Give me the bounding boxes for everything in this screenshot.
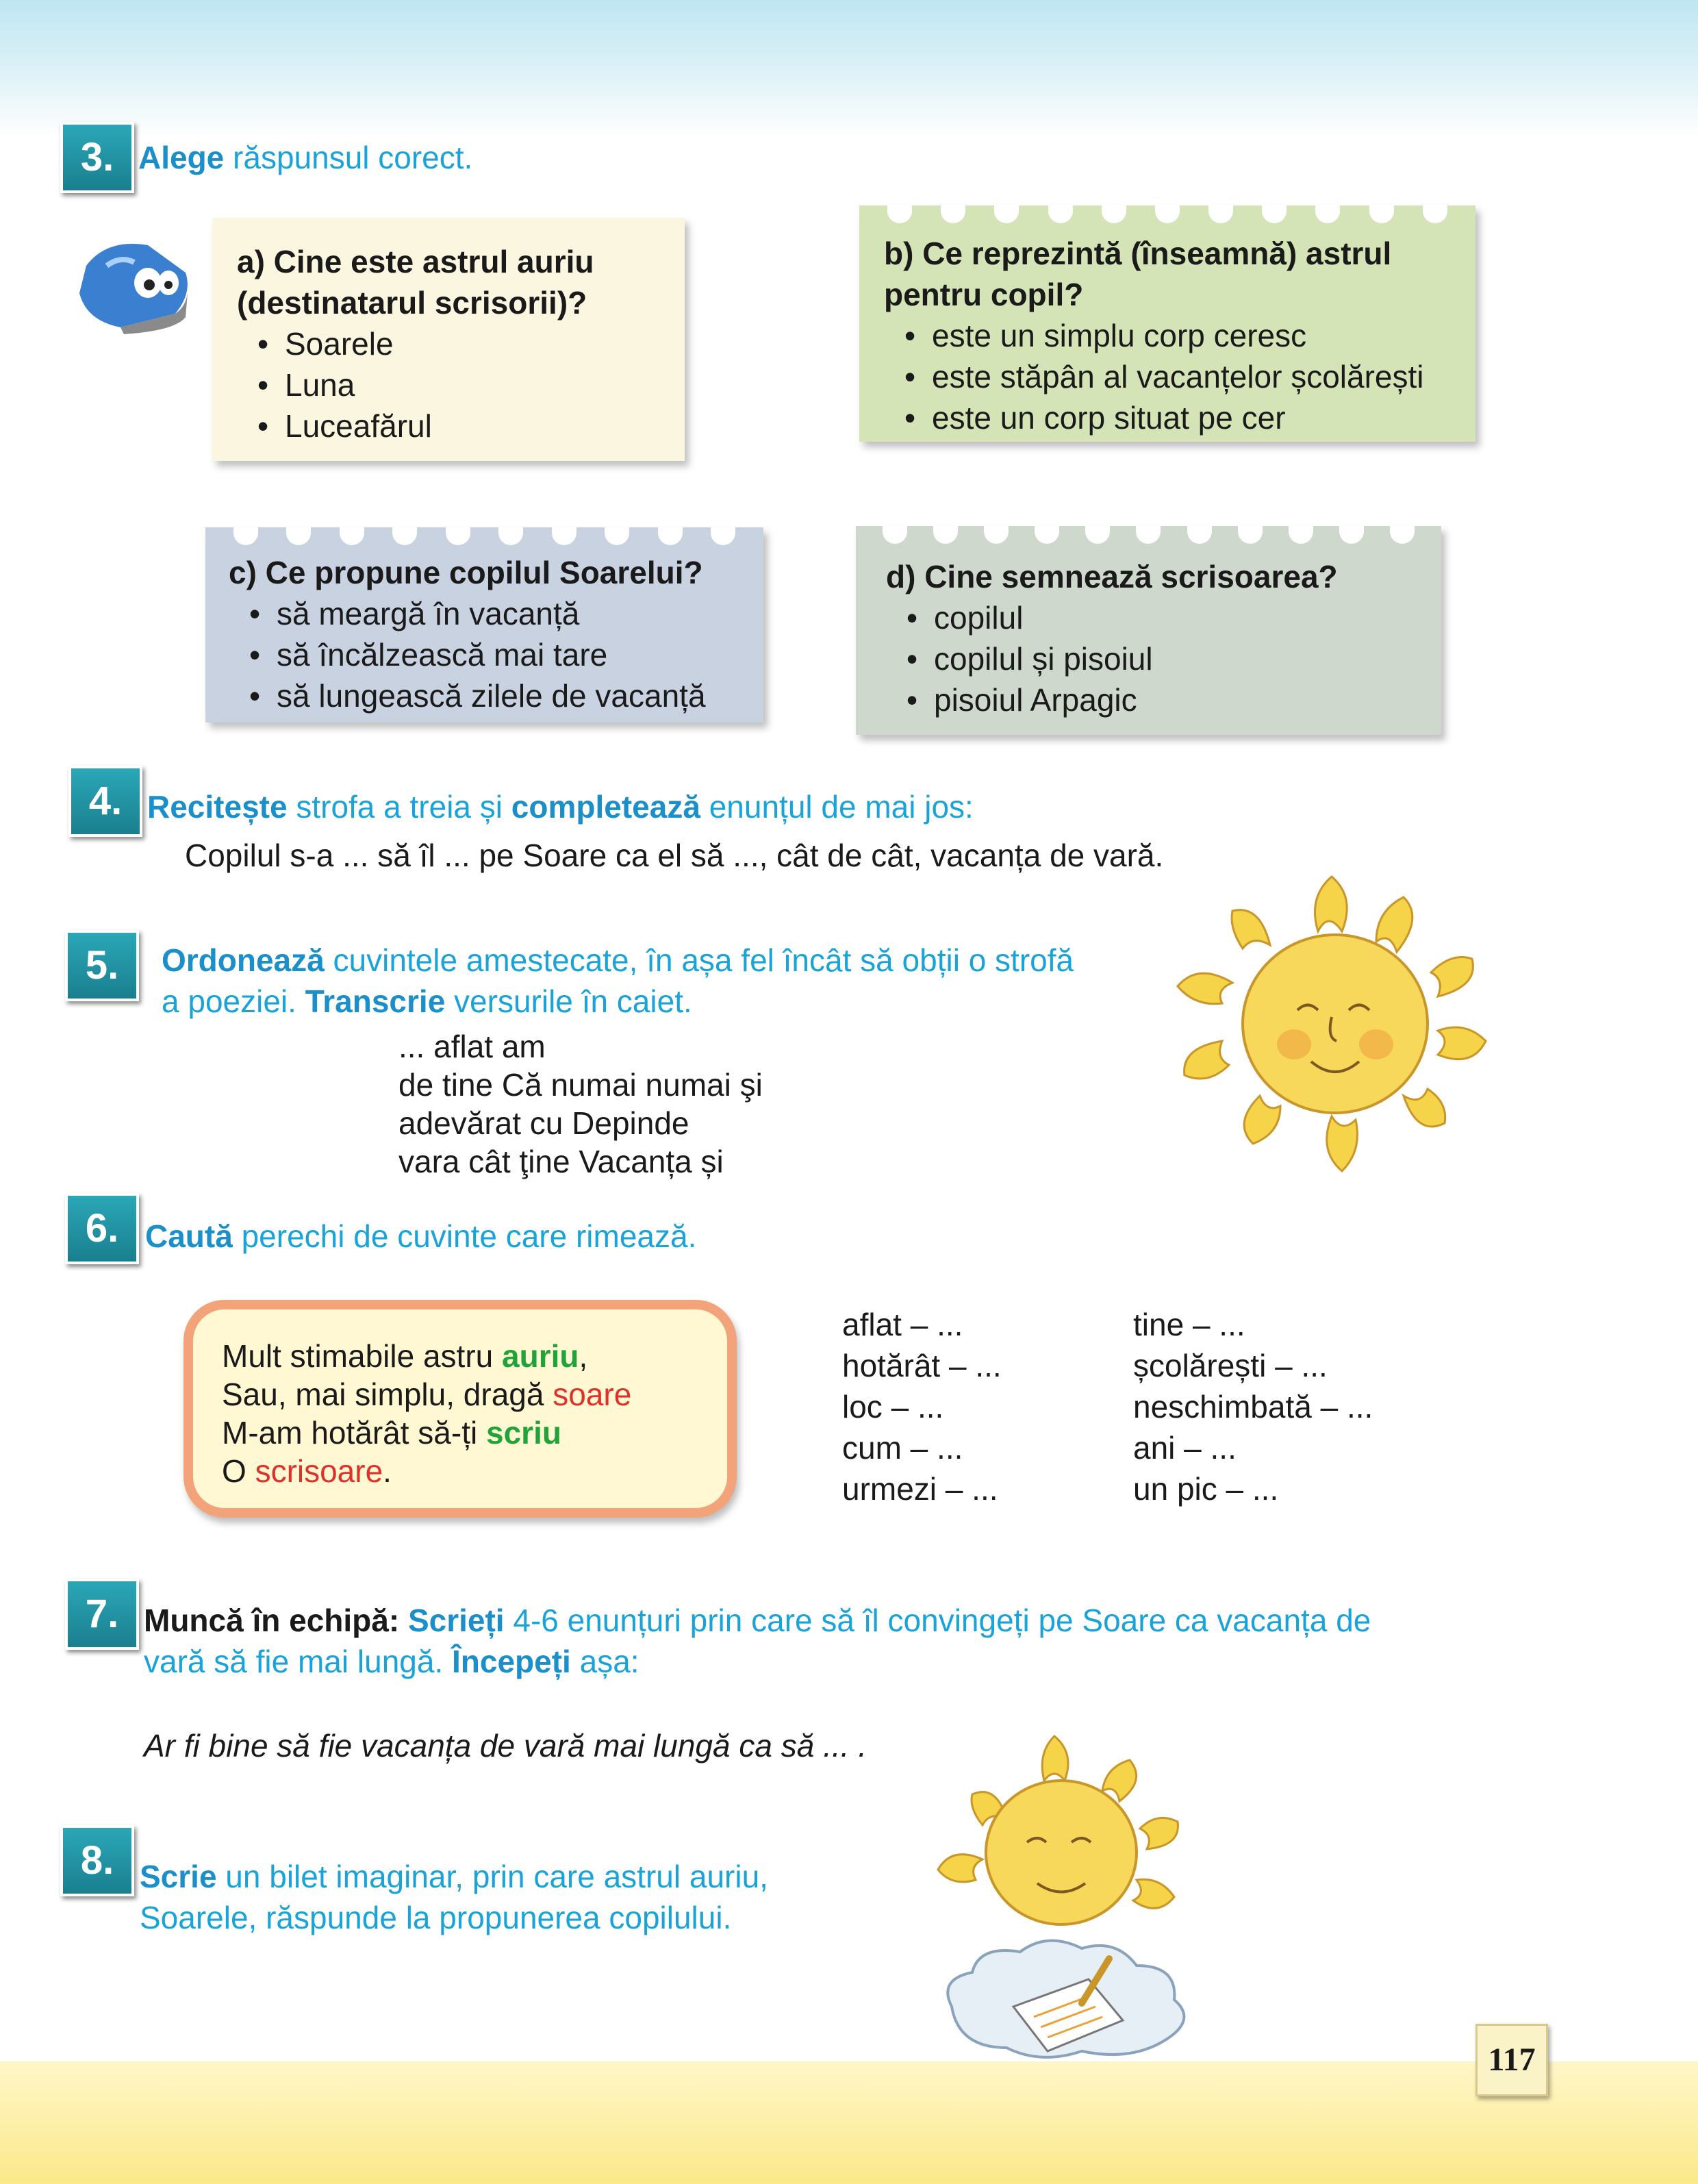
task-7-instruction: Muncă în echipă: Scrieți 4-6 enunțuri prin care să îl convingeți pe Soare ca vacanța de vară să fie mai lungă. Începeți așa: <box>144 1603 1371 1679</box>
card-c-title: c) Ce propune copilul Soarelui? <box>229 555 703 590</box>
rhyme-item: loc – ... <box>842 1389 944 1424</box>
poem-line: O scrisoare. <box>222 1453 392 1489</box>
question-card-c <box>205 527 763 723</box>
card-d-option: • pisoiul Arpagic <box>886 679 1434 720</box>
rhyme-item: neschimbată – ... <box>1133 1389 1373 1424</box>
card-a-title: a) Cine este astrul auriu (destinatarul scrisorii)? <box>237 244 594 321</box>
card-b-option: • este stăpân al vacanțelor școlărești <box>884 356 1466 397</box>
rhyme-item: urmezi – ... <box>842 1471 998 1507</box>
question-card-a <box>212 218 685 461</box>
scrambled-lines <box>398 1027 763 1181</box>
task-3-verb: Alege <box>138 140 225 175</box>
task-5-instruction: Ordonează cuvintele amestecate, în așa fel încât să obții o strofă a poeziei. Transcrie versurile în caiet. <box>162 942 1074 1019</box>
task-4-number: 4. <box>68 766 142 837</box>
scrambled-line: ... aflat am <box>398 1029 546 1064</box>
card-c-holes <box>219 527 750 548</box>
rhyme-column-2 <box>1133 1304 1373 1509</box>
card-d-option: • copilul <box>886 597 1434 638</box>
card-a-option: • Soarele <box>237 323 675 364</box>
card-b-title: b) Ce reprezintă (înseamnă) astrul pentru copil? <box>884 236 1392 312</box>
card-d-option: • copilul și pisoiul <box>886 638 1434 679</box>
scrambled-line: vara cât ţine Vacanța și <box>398 1144 724 1179</box>
card-c-option: • să meargă în vacanță <box>229 593 756 634</box>
rhyme-column-1 <box>842 1304 1002 1509</box>
poem-line: Sau, mai simplu, dragă soare <box>222 1377 632 1412</box>
sun-writing-on-cloud-illustration <box>911 1733 1239 2068</box>
task-7-number: 7. <box>65 1579 139 1650</box>
rhyme-item: tine – ... <box>1133 1307 1245 1342</box>
task-7-example: Ar fi bine să fie vacanța de vară mai lungă ca să ... . <box>144 1728 867 1763</box>
task-8-number: 8. <box>60 1825 134 1896</box>
rhyme-item: cum – ... <box>842 1430 963 1466</box>
task-6-number: 6. <box>65 1193 139 1264</box>
rhyme-item: ani – ... <box>1133 1430 1237 1466</box>
task-4-instruction: Recitește strofa a treia și completează enunțul de mai jos: <box>147 789 974 825</box>
card-d-holes <box>870 526 1428 547</box>
card-c-option: • să lungească zilele de vacanță <box>229 675 756 716</box>
eraser-mascot-icon <box>66 225 196 334</box>
bottom-decorative-band <box>0 2061 1698 2184</box>
card-a-option: • Luceafărul <box>237 405 675 447</box>
top-decorative-band <box>0 0 1698 137</box>
card-a-option: • Luna <box>237 364 675 405</box>
rhyme-item: un pic – ... <box>1133 1471 1279 1507</box>
card-c-option: • să încălzească mai tare <box>229 634 756 675</box>
rhyme-item: hotărât – ... <box>842 1348 1002 1383</box>
rhyme-item: școlărești – ... <box>1133 1348 1328 1383</box>
smiling-sun-illustration <box>1157 870 1513 1178</box>
poem-line: Mult stimabile astru auriu, <box>222 1338 588 1374</box>
rhyme-item: aflat – ... <box>842 1307 963 1342</box>
task-6-instruction: Caută perechi de cuvinte care rimează. <box>145 1218 697 1254</box>
card-b-option: • este un corp situat pe cer <box>884 397 1466 438</box>
card-b-holes <box>873 205 1462 226</box>
question-card-d <box>856 526 1441 735</box>
task-5-number: 5. <box>65 930 139 1001</box>
card-d-title: d) Cine semnează scrisoarea? <box>886 559 1338 594</box>
page-number: 117 <box>1475 2024 1548 2096</box>
task-3-instruction: Alege răspunsul corect. <box>138 140 473 175</box>
card-b-option: • este un simplu corp ceresc <box>884 315 1466 356</box>
poem-line: M-am hotărât să-ți scriu <box>222 1415 561 1451</box>
poem-excerpt-box <box>183 1300 737 1518</box>
task-3-number: 3. <box>60 122 134 193</box>
scrambled-line: de tine Că numai numai şi <box>398 1067 763 1103</box>
task-4-sentence: Copilul s-a ... să îl ... pe Soare ca el să ..., cât de cât, vacanța de vară. <box>185 838 1164 873</box>
task-8-instruction: Scrie un bilet imaginar, prin care astrul auriu, Soarele, răspunde la propunerea copilului. <box>140 1859 768 1935</box>
question-card-b <box>859 205 1475 442</box>
scrambled-line: adevărat cu Depinde <box>398 1105 689 1141</box>
